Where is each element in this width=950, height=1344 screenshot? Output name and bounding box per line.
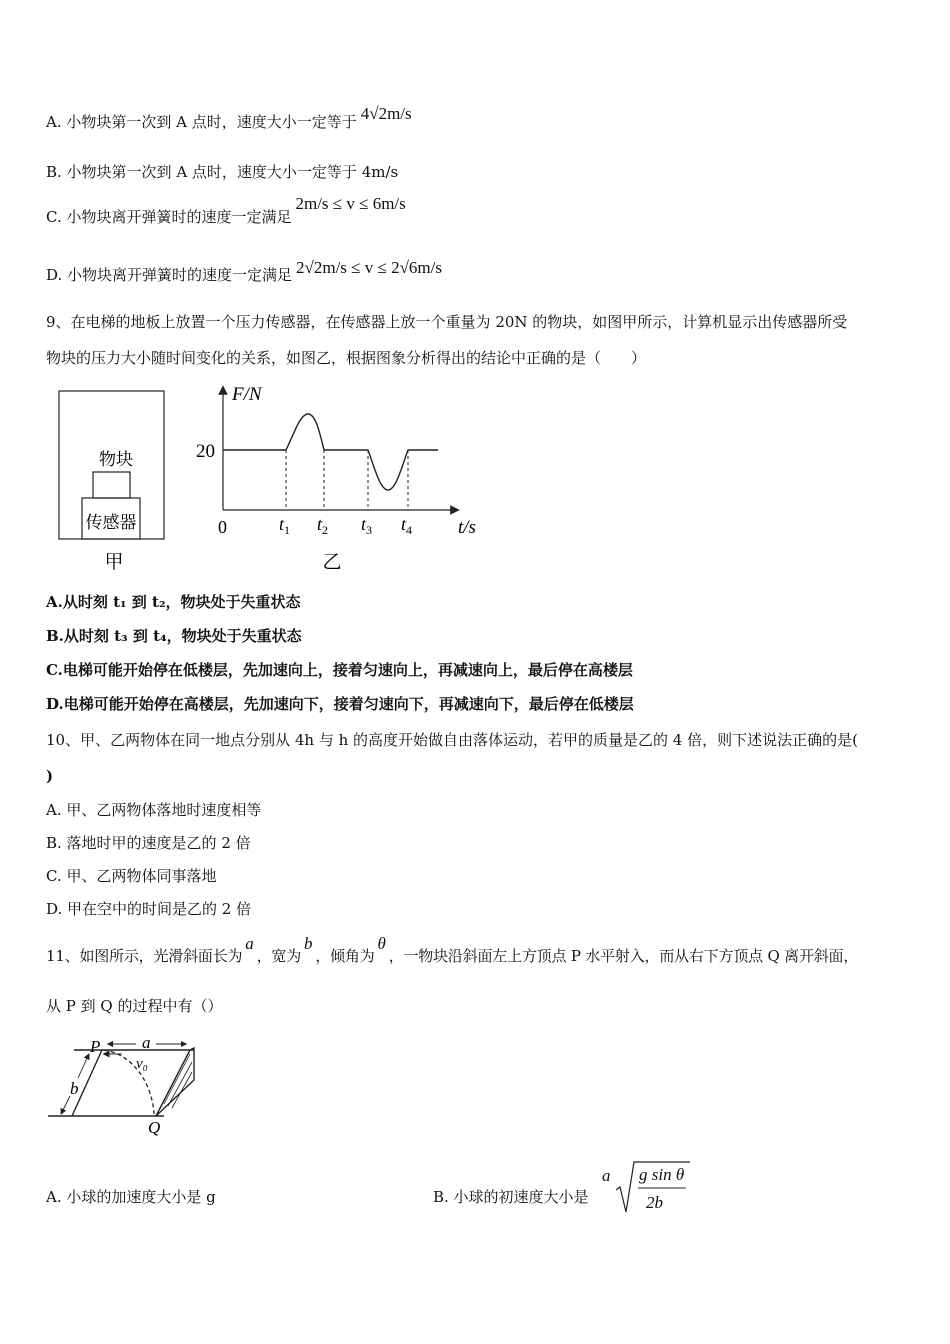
q11-stem-part2: ，宽为 [256,947,302,965]
block-rect [93,472,130,498]
q11-stem-part3: ，倾角为 [315,947,375,965]
origin-label: 0 [218,517,227,537]
q8-option-d-text: D. 小物块离开弹簧时的速度一定满足 [46,266,293,284]
q11-sym-theta: θ [377,934,386,953]
q10-option-a: A. 甲、乙两物体落地时速度相等 [46,801,262,819]
q11-sym-b: b [304,934,313,953]
q9-stem-line2: 物块的压力大小随时间变化的关系，如图乙，根据图象分析得出的结论中正确的是（ ） [46,349,647,367]
y-tick-20: 20 [196,441,215,462]
q9-stem-line1: 9、在电梯的地板上放置一个压力传感器，在传感器上放一个重量为 20N 的物块，如图甲所示，计算机显示出传感器所受 [46,313,848,331]
formula-numerator: g sin θ [639,1165,685,1184]
q11-stem-part4: ，一物块沿斜面左上方顶点 P 水平射入，而从右下方顶点 Q 离开斜面， [388,947,859,965]
q8-option-a-formula: 4√2m/s [360,104,412,123]
block-label: 物块 [99,450,133,469]
chart-caption: 乙 [322,552,342,573]
q11-figure [44,1032,214,1147]
label-v0: v₀ [136,1056,148,1072]
q11-option-a: A. 小球的加速度大小是 g [46,1188,216,1206]
sensor-label: 传感器 [85,513,137,532]
x-tick-t2: $t_2$ [317,514,329,537]
q11-stem-line1 [46,934,859,966]
q8-option-d-formula: 2√2m/s ≤ v ≤ 2√6m/s [296,258,442,277]
formula-denominator: 2b [646,1193,663,1212]
q8-option-a [46,104,412,132]
label-a: a [142,1033,151,1052]
q9-option-d: D.电梯可能开始停在高楼层，先加速向下，接着匀速向下，再减速向下，最后停在低楼层 [46,695,634,713]
q11-stem-line2: 从 P 到 Q 的过程中有（） [46,997,223,1015]
hatch-line [172,1072,192,1108]
force-curve [223,414,438,490]
q8-option-b-text: B. 小物块第一次到 A 点时，速度大小一定等于 4m/s [46,163,399,181]
x-tick-t1: $t_1$ [279,514,291,537]
q8-option-b [46,162,398,182]
q8-option-c-text: C. 小物块离开弹簧时的速度一定满足 [46,208,292,226]
y-axis-label: F/N [232,384,262,405]
q9-option-c: C.电梯可能开始停在低楼层，先加速向上，接着匀速向上，再减速向上，最后停在高楼层 [46,661,633,679]
q9-figure-jia [58,390,170,575]
x-axis-label: t/s [458,517,476,538]
formula-coef: a [602,1166,611,1185]
q9-option-b: B.从时刻 t₃ 到 t₄，物块处于失重状态 [46,627,302,645]
q10-stem-line2: ) [46,767,54,785]
q11-sym-a: a [245,934,254,953]
b-dim-arrow-up [78,1056,88,1078]
x-tick-t4: $t_4$ [401,514,413,537]
q10-option-d: D. 甲在空中的时间是乙的 2 倍 [46,900,252,918]
q11-stem-part1: 11、如图所示，光滑斜面长为 [46,947,243,965]
q9-chart [190,380,490,575]
q10-option-c: C. 甲、乙两物体同事落地 [46,867,217,885]
q10-option-b: B. 落地时甲的速度是乙的 2 倍 [46,834,251,852]
q11-option-b-formula [602,1160,692,1220]
q8-option-c-formula: 2m/s ≤ v ≤ 6m/s [295,194,406,213]
q10-stem-line1: 10、甲、乙两物体在同一地点分别从 4h 与 h 的高度开始做自由落体运动，若甲的质量是乙的 4 倍，则下述说法正确的是( [46,731,858,749]
x-tick-t3: $t_3$ [361,514,373,537]
q9-option-a: A.从时刻 t₁ 到 t₂，物块处于失重状态 [46,593,301,611]
q8-option-d [46,258,442,285]
label-b: b [70,1079,79,1098]
q11-option-b [433,1187,589,1207]
label-p: P [90,1037,101,1056]
fig-jia-caption: 甲 [104,552,124,573]
b-dim-arrow-down [62,1096,70,1112]
q8-option-c [46,194,406,227]
q11-option-b-text: B. 小球的初速度大小是 [433,1188,589,1206]
label-q: Q [148,1118,161,1137]
q8-option-a-text: A. 小物块第一次到 A 点时，速度大小一定等于 [46,113,357,131]
